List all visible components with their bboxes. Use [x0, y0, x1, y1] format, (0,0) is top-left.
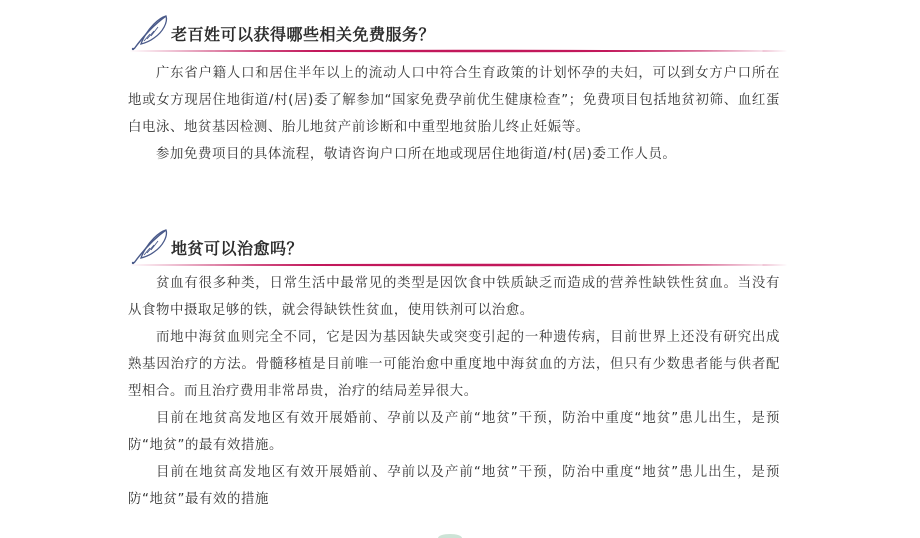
paragraph: 目前在地贫高发地区有效开展婚前、孕前以及产前“地贫”干预，防治中重度“地贫”患儿出生，是预防“地贫”的最有效措施。 — [128, 411, 780, 453]
paragraph: 贫血有很多种类，日常生活中最常见的类型是因饮食中铁质缺乏而造成的营养性缺铁性贫血。当没有从食物中摄取足够的铁，就会得缺铁性贫血，使用铁剂可以治愈。 — [128, 276, 780, 318]
section-heading — [128, 226, 788, 266]
section-body — [128, 60, 788, 168]
feather-icon — [128, 226, 172, 266]
paragraph: 而地中海贫血则完全不同，它是因为基因缺失或突变引起的一种遗传病，目前世界上还没有研究出成熟基因治疗的方法。骨髓移植是目前唯一可能治愈中重度地中海贫血的方法，但只有少数患者能与供者配型相合。而且治疗费用非常昂贵，治疗的结局差异很大。 — [128, 330, 780, 399]
heading-underline — [128, 262, 788, 268]
feather-icon — [128, 12, 172, 52]
paragraph: 参加免费项目的具体流程，敬请咨询户口所在地或现居住地街道/村(居)委工作人员。 — [156, 147, 677, 162]
heading-underline — [128, 48, 788, 54]
decorative-mark — [436, 532, 464, 538]
section-heading — [128, 12, 788, 52]
section-free-services — [128, 12, 788, 168]
section-thalassemia-cure — [128, 226, 788, 513]
section-body — [128, 270, 788, 513]
section-title: 地贫可以治愈吗？ — [171, 239, 304, 258]
paragraph: 广东省户籍人口和居住半年以上的流动人口中符合生育政策的计划怀孕的夫妇，可以到女方户口所在地或女方现居住地街道/村(居)委了解参加“国家免费孕前优生健康检查”；免费项目包括地贫初筛、血红蛋白电泳、地贫基因检测、胎儿地贫产前诊断和中重型地贫胎儿终止妊娠等。 — [128, 66, 780, 135]
paragraph: 目前在地贫高发地区有效开展婚前、孕前以及产前“地贫”干预，防治中重度“地贫”患儿出生，是预防“地贫”最有效的措施 — [128, 465, 780, 507]
section-title: 老百姓可以获得哪些相关免费服务？ — [171, 25, 436, 44]
